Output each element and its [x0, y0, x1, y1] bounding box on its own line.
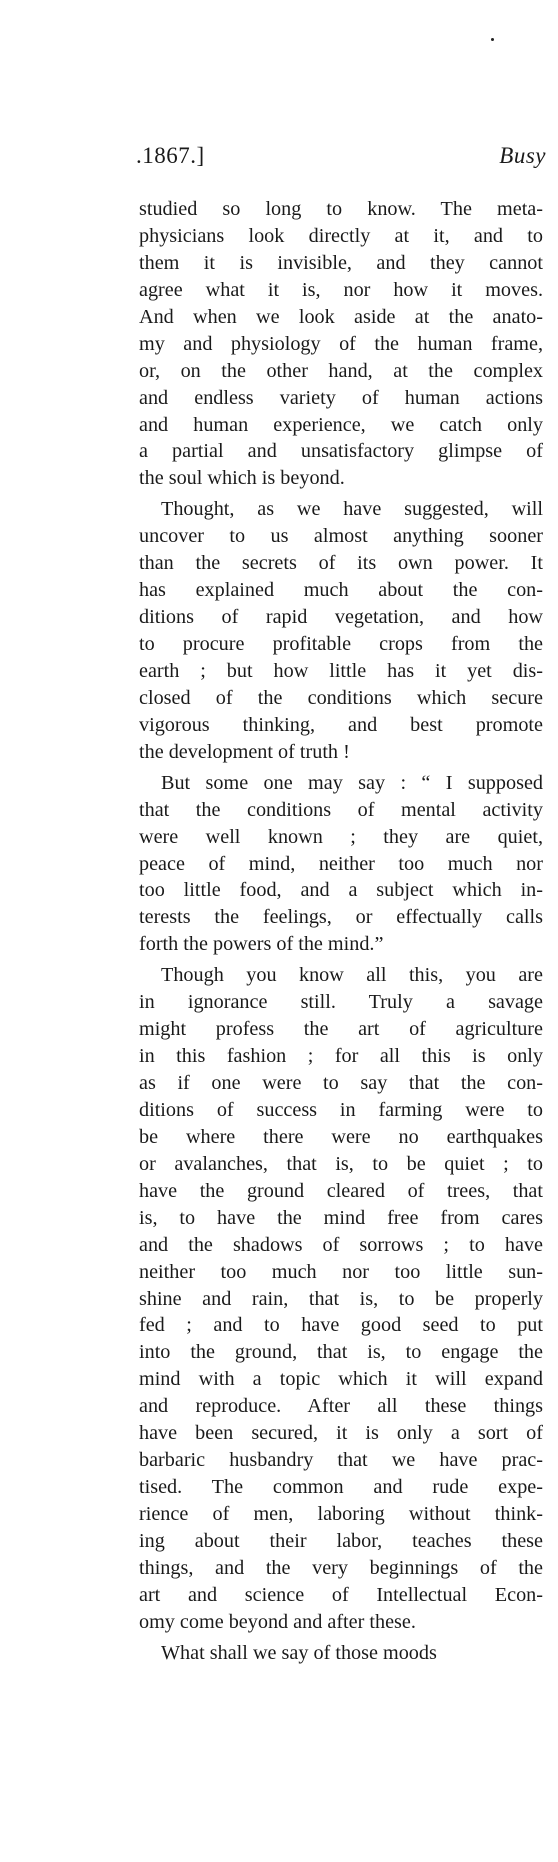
text-line: mind with a topic which it will expand	[139, 1368, 543, 1391]
text-line: be where there were no earthquakes	[139, 1125, 543, 1148]
text-line: that the conditions of mental activity	[139, 798, 543, 821]
text-line: What shall we say of those moods	[161, 1641, 437, 1664]
text-line: were well known ; they are quiet,	[139, 825, 543, 848]
text-line: have the ground cleared of trees, that	[139, 1179, 543, 1202]
text-line: barbaric husbandry that we have prac-	[139, 1449, 543, 1472]
text-line: ing about their labor, teaches these	[139, 1529, 543, 1552]
text-line: tised. The common and rude expe-	[139, 1476, 543, 1499]
text-line: forth the powers of the mind.”	[139, 933, 384, 956]
text-line: But some one may say : “ I supposed	[161, 771, 543, 794]
text-line: closed of the conditions which secure	[139, 686, 543, 709]
text-line: physicians look directly at it, and to	[139, 224, 543, 247]
ink-speck	[491, 38, 494, 41]
text-line: earth ; but how little has it yet dis-	[139, 659, 543, 682]
paragraph	[139, 770, 543, 959]
text-line: as if one were to say that the con-	[139, 1072, 543, 1094]
text-line: studied so long to know. The meta-	[139, 198, 543, 220]
text-line: into the ground, that is, to engage the	[139, 1341, 543, 1364]
text-line: things, and the very beginnings of the	[139, 1556, 543, 1579]
running-head-title: Busy	[499, 143, 546, 168]
text-line: neither too much nor too little sun-	[139, 1260, 543, 1283]
text-line: Thought, as we have suggested, will	[161, 498, 543, 521]
text-line: or avalanches, that is, to be quiet ; to	[139, 1152, 543, 1175]
text-line: peace of mind, neither too much nor	[139, 852, 543, 875]
paragraph	[139, 1640, 543, 1667]
text-line: is, to have the mind free from cares	[139, 1206, 543, 1229]
text-line: or, on the other hand, at the complex	[139, 359, 543, 382]
running-head	[136, 140, 546, 172]
running-head-year: .1867.]	[136, 143, 205, 168]
text-line: ditions of success in farming were to	[139, 1098, 543, 1121]
text-line: agree what it is, nor how it moves.	[139, 278, 543, 301]
text-line: fed ; and to have good seed to put	[139, 1314, 543, 1337]
text-line: might profess the art of agriculture	[139, 1018, 543, 1041]
text-line: and endless variety of human actions	[139, 386, 543, 409]
text-line: vigorous thinking, and best promote	[139, 713, 543, 736]
paragraph	[139, 196, 543, 492]
text-line: Though you know all this, you are	[161, 964, 543, 987]
text-line: and the shadows of sorrows ; to have	[139, 1233, 543, 1256]
text-line: shine and rain, that is, to be properly	[139, 1287, 543, 1310]
paragraph	[139, 496, 543, 765]
text-line: uncover to us almost anything sooner	[139, 525, 543, 548]
text-line: And when we look aside at the anato-	[139, 305, 543, 328]
text-line: to procure profitable crops from the	[139, 633, 543, 655]
text-line: in ignorance still. Truly a savage	[139, 991, 543, 1014]
paragraph	[139, 962, 543, 1635]
text-line: ditions of rapid vegetation, and how	[139, 606, 543, 629]
text-line: and human experience, we catch only	[139, 413, 543, 436]
text-line: a partial and unsatisfactory glimpse of	[139, 440, 543, 463]
body-text	[139, 196, 543, 1667]
text-line: have been secured, it is only a sort of	[139, 1422, 543, 1445]
text-line: has explained much about the con-	[139, 579, 543, 602]
text-line: art and science of Intellectual Econ-	[139, 1583, 543, 1606]
text-line: omy come beyond and after these.	[139, 1610, 416, 1633]
text-line: than the secrets of its own power. It	[139, 552, 543, 575]
text-line: rience of men, laboring without think-	[139, 1503, 543, 1525]
text-line: the development of truth !	[139, 740, 350, 763]
text-line: my and physiology of the human frame,	[139, 332, 543, 355]
text-line: terests the feelings, or effectually calls	[139, 906, 543, 929]
text-line: too little food, and a subject which in-	[139, 879, 543, 902]
text-line: in this fashion ; for all this is only	[139, 1045, 543, 1068]
text-line: the soul which is beyond.	[139, 467, 345, 490]
text-line: them it is invisible, and they cannot	[139, 251, 543, 274]
text-line: and reproduce. After all these things	[139, 1395, 543, 1418]
